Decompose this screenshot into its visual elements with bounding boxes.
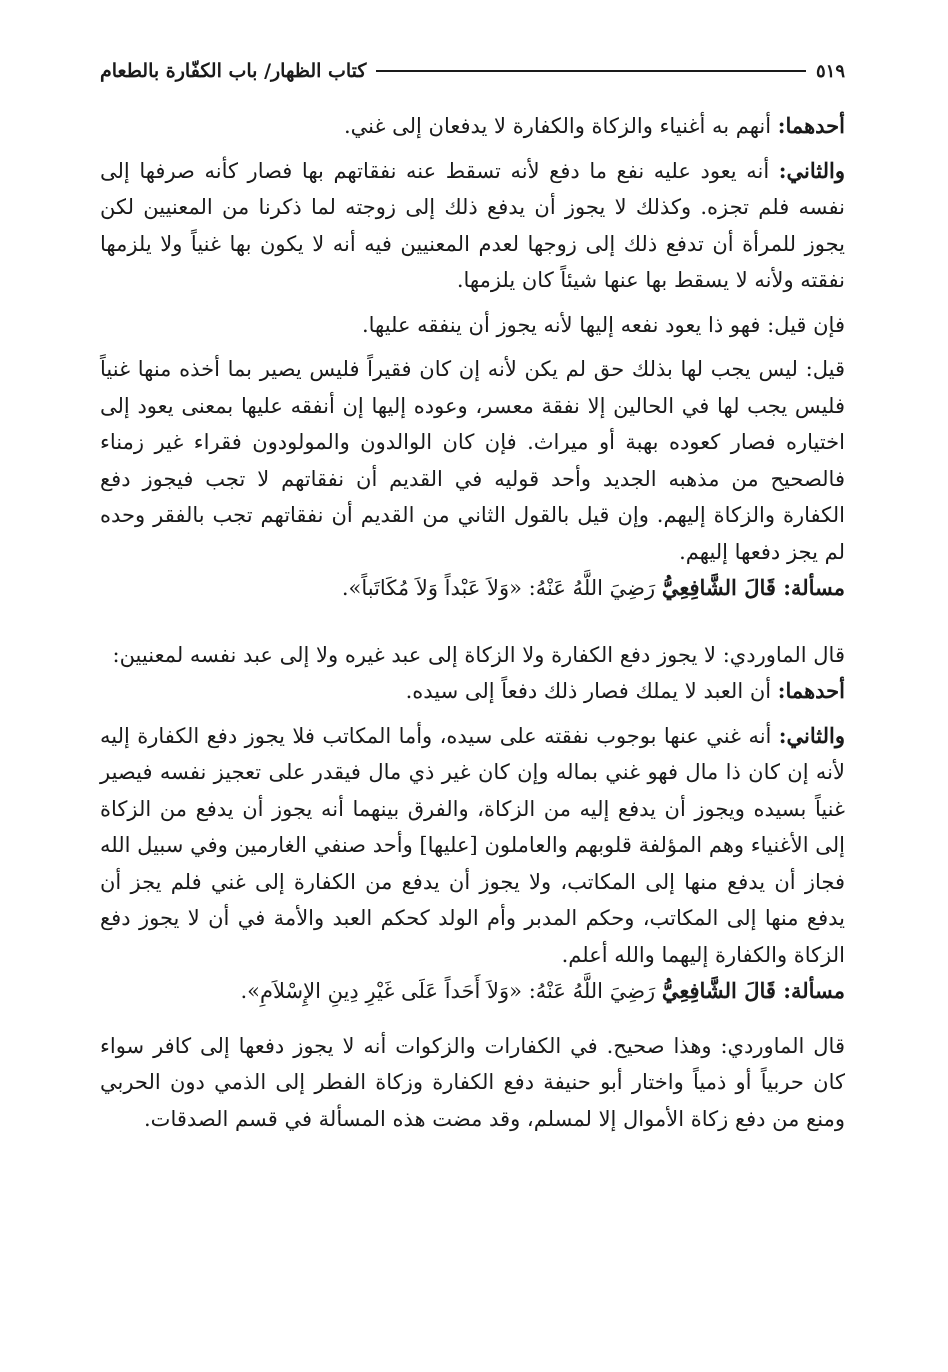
paragraph-text: فإن قيل: فهو ذا يعود نفعه إليها لأنه يجوز أن ينفقه عليها.: [361, 312, 845, 337]
paragraph-text: أنه يعود عليه نفع ما دفع لأنه تسقط عنه نفقاتهم بها فصار كأنه صرفها إلى نفسه فلم تجزه. وكذلك لا يجوز أن يدفع ذلك إلى زوجته لما ذكرنا من المعنيين لكن يجوز للمرأة أن تدفع ذلك إلى زوجها لعدم المعنيين فيه أنه لا يكون بها غنياً ولا يلزمها نفقته ولأنه لا يسقط بها عنها شيئاً كان يلزمها.: [100, 158, 845, 292]
paragraph-text: أنه غني عنها بوجوب نفقته على سيده، وأما المكاتب فلا يجوز دفع الكفارة إليه لأنه إن كان ذا مال فهو غني بماله وإن كان غير ذي مال فيقدر على تعجيز نفسه فيصير غنياً بسيده ويجوز أن يدفع إليه من الزكاة، والفرق بينهما أنه يجوز أن يدفع من الزكاة إلى الأغنياء وهم المؤلفة قلوبهم والعاملون [عليها] وأحد صنفي الغارمين وفي سبيل الله فجاز أن يدفع منها إلى المكاتب، ولا يجوز أن يدفع من الكفارة إلى غني فلم يجز أن يدفع منها إلى المكاتب، وحكم المدبر وأم الولد كحكم العبد والأمة في أن لا يجوز دفع الزكاة والكفارة إليهما والله أعلم.: [100, 723, 845, 967]
paragraph-2: [100, 153, 845, 299]
masala-lead: مسألة: قَالَ الشَّافِعِيُّ: [661, 575, 845, 600]
masala-text: رَضِيَ اللَّهُ عَنْهُ: «وَلاَ عَبْداً وَلاَ مُكَاتَباً».: [341, 576, 662, 600]
paragraph-8: [100, 1028, 845, 1138]
paragraph-text: قيل: ليس يجب لها بذلك حق لم يكن لأنه إن كان فقيراً فليس يصير بما أخذه منها غنياً فليس يجب لها في الحالين إلا نفقة معسر، وعوده إليها إن أنفقه عليها بمعنى يعود إلى اختياره فصار كعوده بهبة أو ميراث. فإن كان الوالدون والمولودون فقراء غير زمناء فالصحيح من مذهبه الجديد وأحد قوليه في القديم أن نفقاتهم لا تجب فيجوز دفع الكفارة والزكاة إليهم. وإن قيل بالقول الثاني من القديم أن نفقاتهم تجب بالفقر وحده لم يجز دفعها إليهم.: [100, 357, 845, 564]
paragraph-lead: والثاني:: [778, 722, 845, 748]
paragraph-1: [100, 108, 845, 145]
masala-text: رَضِيَ اللَّهُ عَنْهُ: «وَلاَ أَحَداً عَلَى غَيْرِ دِينِ الإِسْلاَمِ».: [240, 979, 662, 1003]
header-rule: [376, 70, 806, 72]
paragraph-4: [100, 351, 845, 570]
masala-2: [100, 973, 845, 1010]
paragraph-text: أنهم به أغنياء والزكاة والكفارة لا يدفعان إلى غني.: [343, 114, 778, 138]
paragraph-lead: والثاني:: [778, 157, 845, 183]
paragraph-lead: أحدهما:: [777, 113, 845, 138]
paragraph-5: [100, 637, 845, 674]
paragraph-text: قال الماوردي: لا يجوز دفع الكفارة ولا الزكاة إلى عبد غيره ولا إلى عبد نفسه لمعنيين:: [112, 642, 845, 667]
paragraph-3: [100, 307, 845, 344]
header-title: كتاب الظهار/ باب الكفّارة بالطعام: [100, 60, 367, 82]
paragraph-7: [100, 718, 845, 974]
page-number: ٥١٩: [815, 60, 845, 82]
paragraph-lead: أحدهما:: [777, 678, 845, 703]
page-body: [100, 108, 845, 1137]
masala-1: [100, 570, 845, 607]
masala-lead: مسألة: قَالَ الشَّافِعِيُّ: [661, 978, 845, 1003]
paragraph-6: [100, 673, 845, 710]
running-header: [100, 60, 845, 82]
paragraph-text: قال الماوردي: وهذا صحيح. في الكفارات والزكوات أنه لا يجوز دفعها إلى كافر سواء كان حربياً أو ذمياً واختار أبو حنيفة دفع الكفارة وزكاة الفطر إلى الذمي دون الحربي ومنع من دفع زكاة الأموال إلا لمسلم، وقد مضت هذه المسألة في قسم الصدقات.: [100, 1033, 845, 1131]
paragraph-text: أن العبد لا يملك فصار ذلك دفعاً إلى سيده.: [405, 679, 778, 703]
